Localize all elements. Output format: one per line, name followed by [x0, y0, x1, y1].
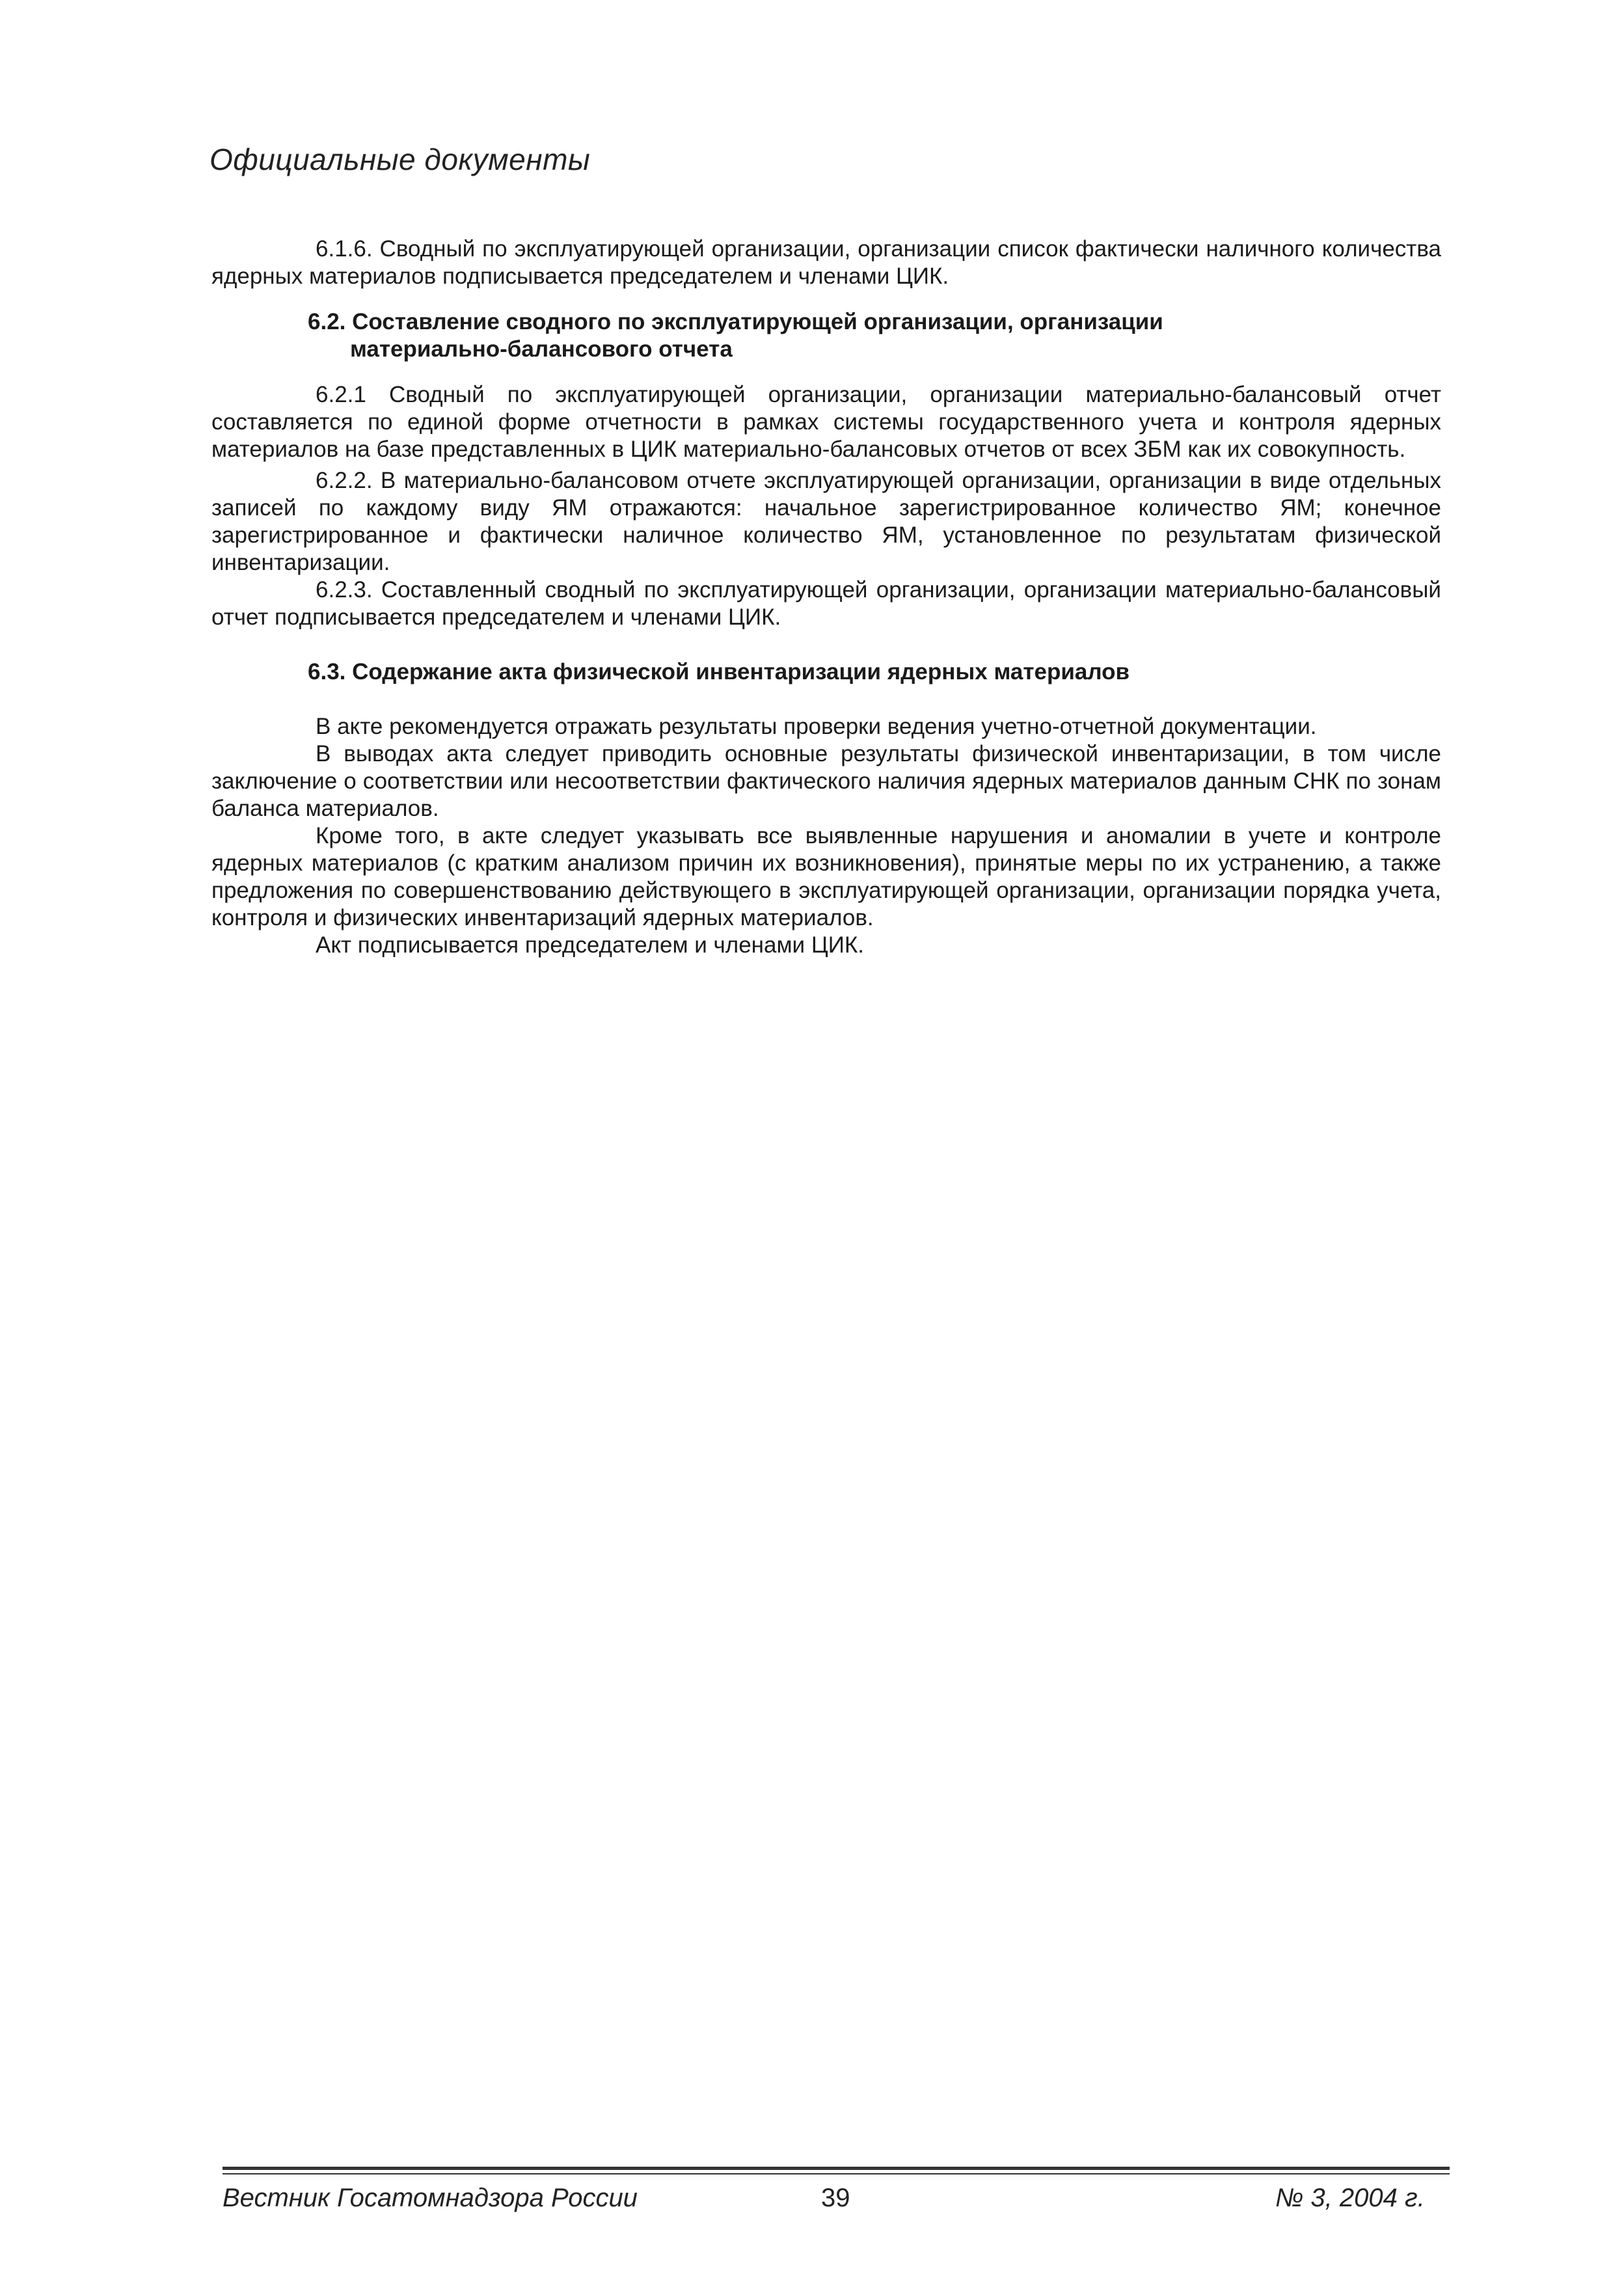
paragraph-6-3-d: Акт подписывается председателем и членами ЦИК. — [316, 932, 864, 958]
section-heading-6-3: 6.3. Содержание акта физической инвентаризации ядерных материалов — [308, 659, 1130, 684]
page-number: 39 — [821, 2184, 850, 2212]
paragraph-6-3-c: Кроме того, в акте следует указывать все выявленные нарушения и аномалии в учете и контроле ядерных материалов (с кратким анализом причин их возникновения), принятые меры по их устранению, а также предложения по совершенствованию действующего в эксплуатирующей организации, организации порядка учета, контроля и физических инвентаризаций ядерных материалов. — [211, 823, 1441, 930]
paragraph-6-3-b: В выводах акта следует приводить основные результаты физической инвентаризации, в том числе заключение о соответствии или несоответствии фактического наличия ядерных материалов данным СНК по зонам баланса материалов. — [211, 741, 1441, 821]
paragraph-6-3-a: В акте рекомендуется отражать результаты проверки ведения учетно-отчетной документации. — [316, 714, 1317, 739]
document-body — [211, 236, 1441, 959]
footer-journal-title: Вестник Госатомнадзора России — [223, 2184, 638, 2212]
paragraph-6-2-3: 6.2.3. Составленный сводный по эксплуатирующей организации, организации материально-балансовый отчет подписывается председателем и членами ЦИК. — [211, 577, 1441, 630]
paragraph-6-2-2: 6.2.2. В материально-балансовом отчете эксплуатирующей организации, организации в виде отдельных записей по каждому виду ЯМ отражаются: начальное зарегистрированное количество ЯМ; конечное зарегистрированное и фактически наличное количество ЯМ, установленное по результатам физической инвентаризации. — [211, 468, 1441, 575]
paragraph-6-2-1: 6.2.1 Сводный по эксплуатирующей организации, организации материально-балансовый отчет составляется по единой форме отчетности в рамках системы государственного учета и контроля ядерных материалов на базе представленных в ЦИК материально-балансовых отчетов от всех ЗБМ как их совокупность. — [211, 382, 1441, 462]
section-heading-6-2-line2: материально-балансового отчета — [350, 336, 733, 362]
footer-rule-thick — [223, 2167, 1450, 2170]
section-heading-6-2-line1: 6.2. Составление сводного по эксплуатирующей организации, организации — [308, 309, 1163, 334]
section-heading-6-2 — [211, 308, 1441, 363]
paragraph-6-1-6: 6.1.6. Сводный по эксплуатирующей организации, организации список фактически наличного количества ядерных материалов подписывается председателем и членами ЦИК. — [211, 236, 1441, 289]
running-header: Официальные документы — [210, 142, 591, 176]
footer-rule-thin — [223, 2173, 1450, 2174]
footer-issue: № 3, 2004 г. — [1275, 2184, 1425, 2212]
